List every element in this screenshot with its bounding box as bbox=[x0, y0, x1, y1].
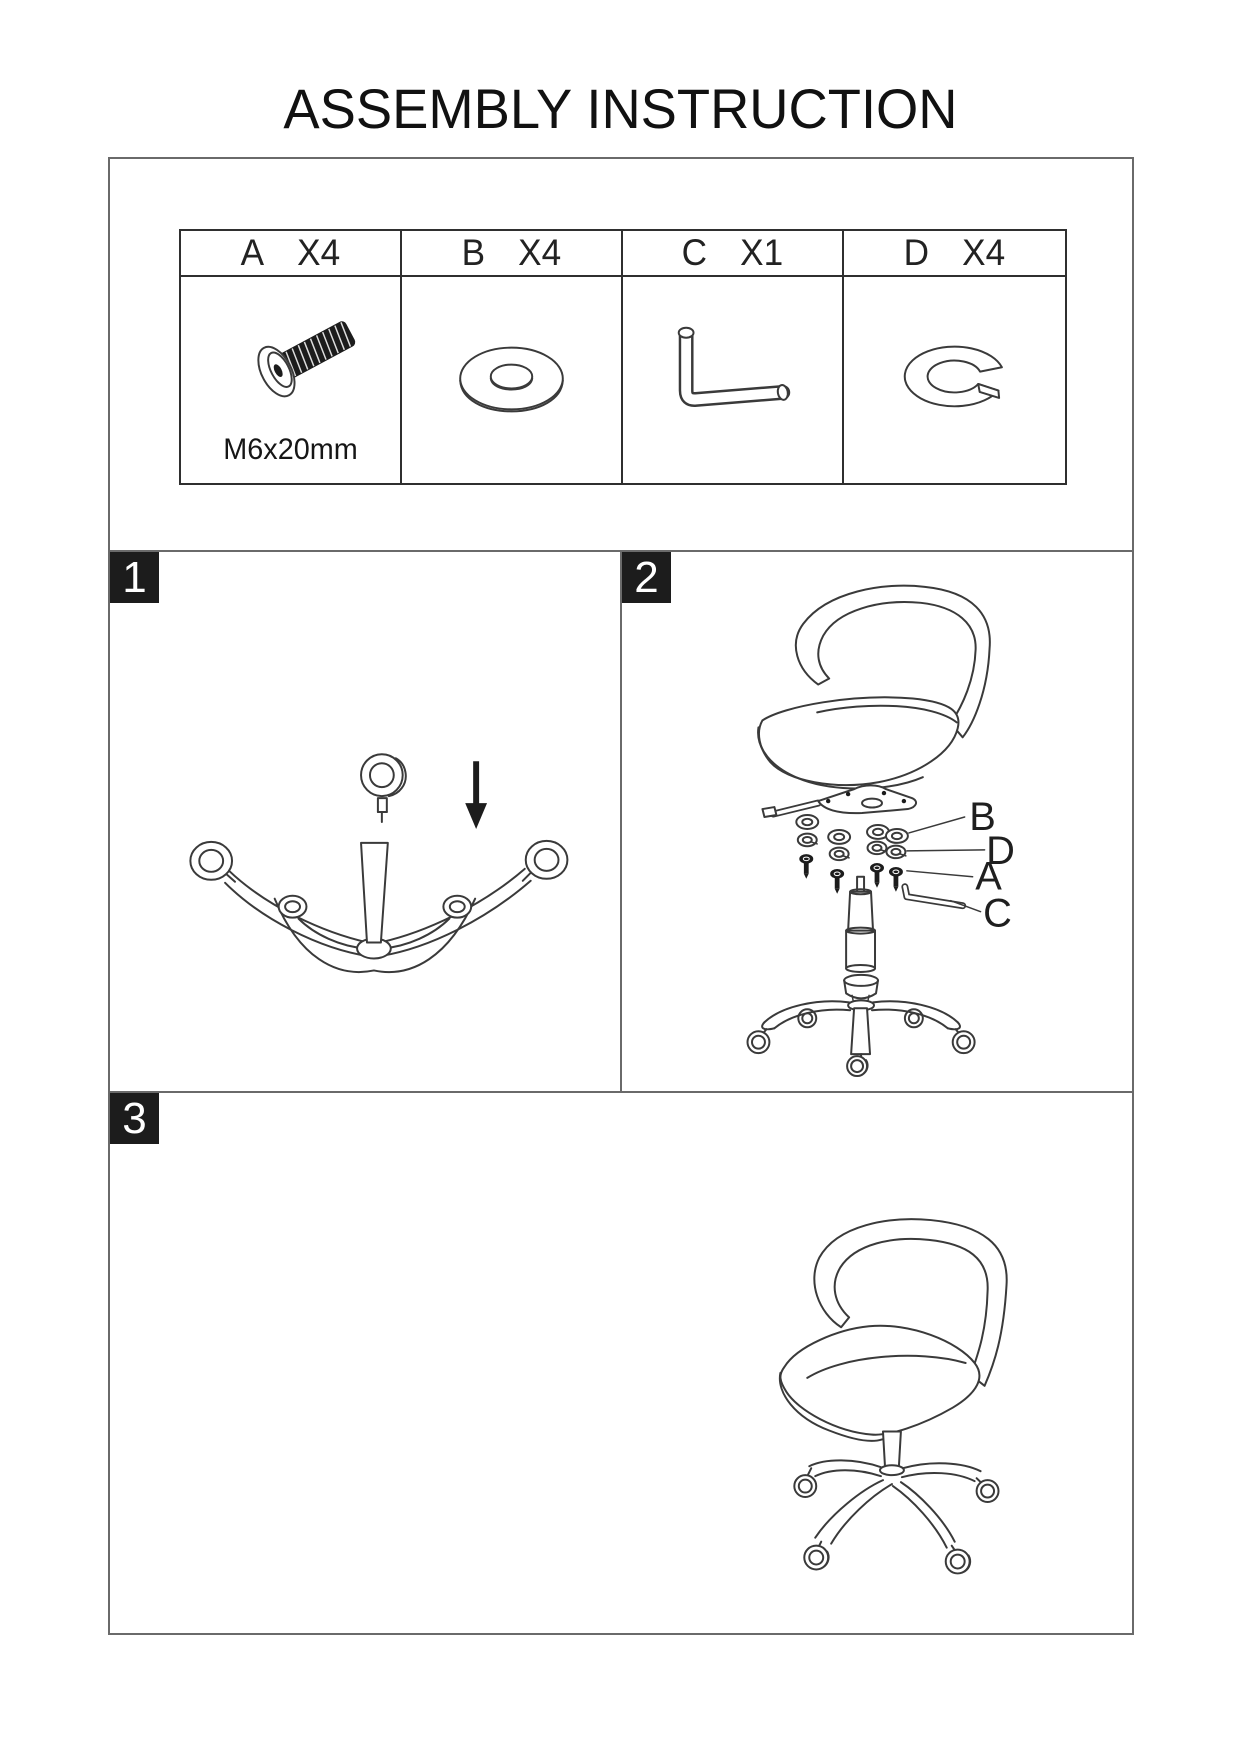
gas-lift-illustration bbox=[846, 877, 875, 972]
base-front-illustration bbox=[748, 1000, 975, 1076]
part-label: D bbox=[903, 232, 929, 273]
seat-backrest-illustration bbox=[758, 586, 990, 789]
caster-icon bbox=[361, 754, 406, 822]
seat-plate-illustration bbox=[762, 785, 916, 817]
part-label: C bbox=[681, 232, 707, 273]
part-header-b bbox=[402, 231, 623, 277]
step1-box bbox=[108, 550, 622, 1093]
part-header-c bbox=[623, 231, 844, 277]
part-qty: X4 bbox=[518, 232, 562, 273]
part-cell-a bbox=[181, 277, 402, 483]
step1-number-badge: 1 bbox=[110, 552, 159, 603]
step2-number-badge: 2 bbox=[622, 552, 671, 603]
callout-d: D bbox=[986, 828, 1015, 873]
part-qty: X1 bbox=[740, 232, 784, 273]
page-title: ASSEMBLY INSTRUCTION bbox=[283, 77, 958, 140]
step3-number-badge: 3 bbox=[110, 1093, 159, 1144]
part-header-a bbox=[181, 231, 402, 277]
chair-base-illustration bbox=[190, 841, 567, 972]
parts-table bbox=[179, 229, 1067, 485]
step1-base-caster-illustration bbox=[110, 552, 620, 1091]
collar-illustration bbox=[844, 975, 878, 1000]
part-cell-b bbox=[402, 277, 623, 483]
part-label: B bbox=[461, 232, 485, 273]
spring-washer-icon bbox=[844, 277, 1065, 483]
bolt-size-caption: M6x20mm bbox=[223, 433, 358, 466]
callout-a: A bbox=[975, 854, 1002, 899]
allen-key-icon bbox=[623, 277, 842, 483]
screws-group bbox=[799, 854, 903, 894]
step2-exploded-illustration bbox=[622, 552, 1132, 1091]
callout-b: B bbox=[969, 794, 996, 839]
down-arrow-icon bbox=[465, 761, 487, 829]
step2-box bbox=[620, 550, 1134, 1093]
part-header-d bbox=[844, 231, 1065, 277]
callout-c: C bbox=[983, 891, 1012, 936]
part-cell-d bbox=[844, 277, 1065, 483]
parts-overview-box bbox=[108, 157, 1134, 552]
part-qty: X4 bbox=[297, 232, 341, 273]
step3-box bbox=[108, 1091, 1134, 1635]
casters bbox=[794, 1468, 998, 1573]
flat-washer-icon bbox=[402, 277, 621, 483]
assembled-chair-illustration bbox=[110, 1093, 1132, 1633]
part-cell-c bbox=[623, 277, 844, 483]
part-qty: X4 bbox=[962, 232, 1006, 273]
part-label: A bbox=[240, 232, 264, 273]
allen-key-small-icon bbox=[905, 887, 963, 906]
